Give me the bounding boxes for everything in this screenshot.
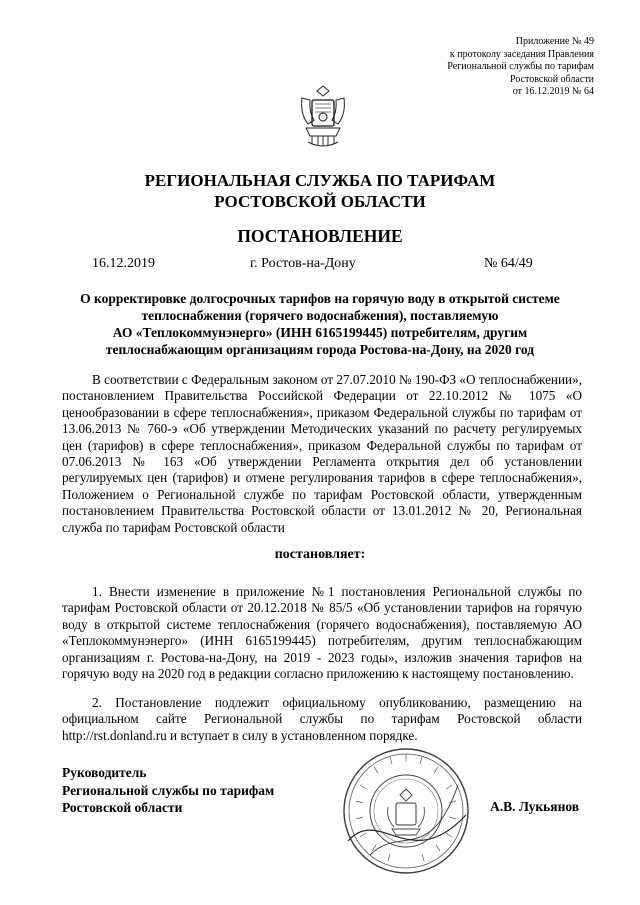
- official-seal-stamp: [340, 745, 472, 877]
- item-2-paragraph: 2. Постановление подлежит официальному опубликованию, размещению на официальном сайте Региональной службы по тарифам Ростовской области http://rst.donland.ru и вступает в силу в установленном порядке.: [62, 695, 582, 743]
- coat-of-arms-icon: [296, 84, 350, 148]
- appendix-line: от 16.12.2019 № 64: [512, 86, 594, 97]
- item-1-paragraph: 1. Внести изменение в приложение №1 постановления Региональной службы по тарифам Ростовской области от 20.12.2018 № 85/5 «Об установлении тарифов на горячую воду в открытой системе теплоснабжения (горячего водоснабжения), поставляемую АО «Теплокоммунэнерго» (ИНН 6165199445) потребителям, другим теплоснабжающим организациям г. Ростова-на-Дону, на 2019 - 2023 годы», изложив значения тарифов на горячую воду на 2020 год в редакции согласно приложению к настоящему постановлению.: [62, 584, 582, 682]
- decree-heading: постановляет:: [274, 547, 366, 562]
- signatory-title-line: Ростовской области: [62, 800, 183, 815]
- signatory-title-line: Региональной службы по тарифам: [62, 782, 275, 798]
- signatory-name: А.В. Лукьянов: [490, 799, 580, 814]
- appendix-line: Ростовской области: [510, 73, 594, 85]
- appendix-line: Региональной службы по тарифам: [447, 61, 594, 72]
- org-line: РОСТОВСКОЙ ОБЛАСТИ: [214, 192, 426, 211]
- appendix-note: [447, 36, 594, 99]
- document-number: № 64/49: [484, 256, 533, 271]
- document-subject: [66, 290, 574, 358]
- signatory-title-line: Руководитель: [62, 765, 147, 780]
- appendix-line: Приложение № 49: [515, 36, 594, 47]
- signatory-title: [62, 764, 274, 817]
- document-date: 16.12.2019: [92, 256, 155, 271]
- organization-title: [0, 170, 640, 212]
- appendix-line: к протоколу заседания Правления: [449, 48, 594, 60]
- document-city: г. Ростов-на-Дону: [250, 256, 356, 271]
- org-line: РЕГИОНАЛЬНАЯ СЛУЖБА ПО ТАРИФАМ: [144, 171, 496, 190]
- subject-line: теплоснабжения (горячего водоснабжения), поставляемую: [141, 308, 499, 323]
- subject-line: теплоснабжающим организациям города Ростова-на-Дону, на 2020 год: [105, 342, 535, 357]
- document-type: ПОСТАНОВЛЕНИЕ: [237, 226, 403, 246]
- subject-line: АО «Теплокоммунэнерго» (ИНН 6165199445) потребителям, другим: [112, 325, 528, 340]
- preamble-paragraph: В соответствии с Федеральным законом от 27.07.2010 № 190-ФЗ «О теплоснабжении», постановлением Правительства Российской Федерации от 22.10.2012 № 1075 «О ценообразовании в сфере теплоснабжения», приказом Федеральной службы по тарифам от 13.06.2013 № 760-э «Об утверждении Методических указаний по расчету регулируемых цен (тарифов) в сфере теплоснабжения», приказом Федеральной службы по тарифам от 07.06.2013 № 163 «Об утверждении Регламента открытия дел об установлении регулируемых цен (тарифов) и отмене регулирования тарифов в сфере теплоснабжения», Положением о Региональной службе по тарифам Ростовской области, утвержденным постановлением Правительства Ростовской области от 13.01.2012 № 20, Региональная служба по тарифам Ростовской области: [62, 372, 582, 535]
- subject-line: О корректировке долгосрочных тарифов на горячую воду в открытой системе: [80, 291, 560, 306]
